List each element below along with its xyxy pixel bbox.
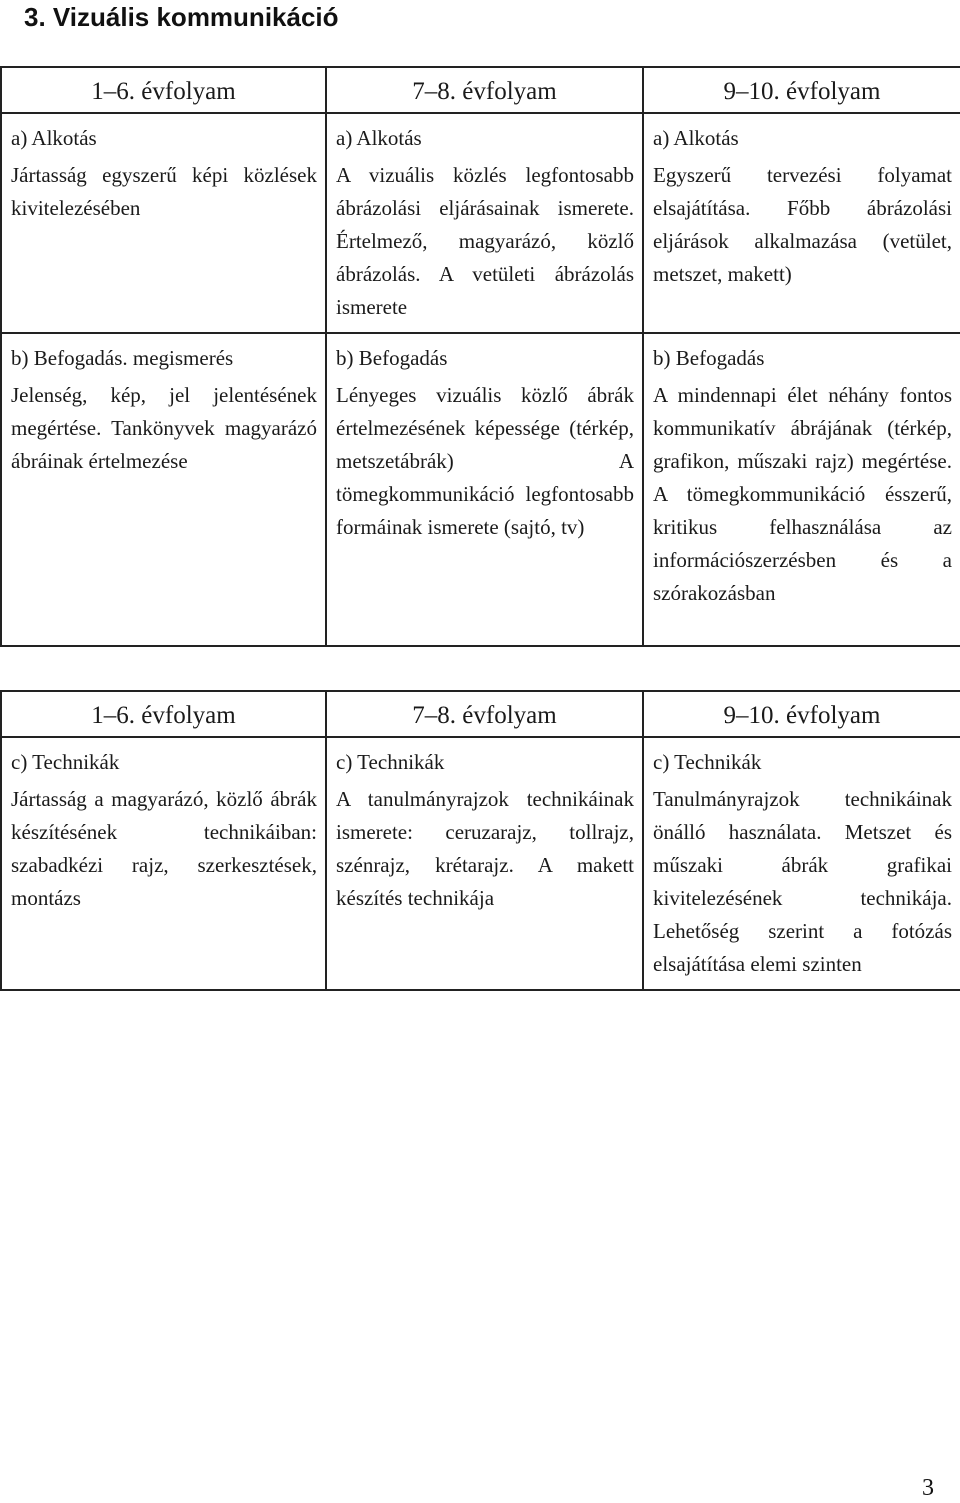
cell-heading: b) Befogadás. megismerés: [11, 346, 234, 370]
cell-technikak-7-8: [326, 737, 643, 990]
cell-heading: b) Befogadás: [653, 346, 765, 370]
grade-header-1-6: 1–6. évfolyam: [1, 67, 326, 113]
curriculum-table-2: [0, 690, 960, 991]
cell-technikak-9-10: [643, 737, 960, 990]
cell-text: Lényeges vizuális közlő ábrák értelmezésének képessége (térkép, metszetábrák) A tömegkommunikáció legfontosabb formáinak ismerete (sajtó, tv): [336, 383, 634, 539]
table-row: [1, 113, 960, 333]
table-row: [1, 333, 960, 646]
curriculum-table-1: [0, 66, 960, 647]
page-number: 3: [922, 1475, 934, 1501]
cell-alkotas-1-6: [1, 113, 326, 333]
cell-technikak-1-6: [1, 737, 326, 990]
cell-text: Tanulmányrajzok technikáinak önálló használata. Metszet és műszaki ábrák grafikai kivitelezésének technikája. Lehetőség szerint a fotózás elsajátítása elemi szinten: [653, 787, 952, 976]
cell-text: Jelenség, kép, jel jelentésének megértése. Tankönyvek magyarázó ábráinak értelmezése: [11, 383, 317, 473]
cell-alkotas-9-10: [643, 113, 960, 333]
cell-heading: a) Alkotás: [336, 126, 422, 150]
cell-text: A tanulmányrajzok technikáinak ismerete: ceruzarajz, tollrajz, szénrajz, krétarajz. A makett készítés technikája: [336, 787, 634, 910]
cell-heading: b) Befogadás: [336, 346, 448, 370]
grade-header-9-10: 9–10. évfolyam: [643, 691, 960, 737]
section-title: 3. Vizuális kommunikáció: [24, 2, 339, 32]
cell-text: A vizuális közlés legfontosabb ábrázolási eljárásainak ismerete. Értelmező, magyarázó, közlő ábrázolás. A vetületi ábrázolás ismerete: [336, 163, 634, 319]
cell-heading: c) Technikák: [11, 750, 120, 774]
grade-header-7-8: 7–8. évfolyam: [326, 67, 643, 113]
cell-heading: a) Alkotás: [11, 126, 97, 150]
cell-text: Jártasság egyszerű képi közlések kivitelezésében: [11, 163, 317, 220]
grade-header-7-8: 7–8. évfolyam: [326, 691, 643, 737]
table-row: [1, 737, 960, 990]
cell-alkotas-7-8: [326, 113, 643, 333]
cell-befogadas-7-8: [326, 333, 643, 646]
header-row: [1, 691, 960, 737]
cell-text: A mindennapi élet néhány fontos kommunikatív ábrájának (térkép, grafikon, műszaki rajz) megértése. A tömegkommunikáció ésszerű, kritikus felhasználása az információszerzésben és a szórakozásban: [653, 383, 952, 605]
cell-heading: c) Technikák: [336, 750, 445, 774]
cell-heading: c) Technikák: [653, 750, 762, 774]
cell-text: Jártasság a magyarázó, közlő ábrák készítésének technikáiban: szabadkézi rajz, szerkesztések, montázs: [11, 787, 317, 910]
grade-header-1-6: 1–6. évfolyam: [1, 691, 326, 737]
grade-header-9-10: 9–10. évfolyam: [643, 67, 960, 113]
cell-heading: a) Alkotás: [653, 126, 739, 150]
header-row: [1, 67, 960, 113]
cell-befogadas-9-10: [643, 333, 960, 646]
cell-befogadas-1-6: [1, 333, 326, 646]
cell-text: Egyszerű tervezési folyamat elsajátítása. Főbb ábrázolási eljárások alkalmazása (vetület, metszet, makett): [653, 163, 952, 286]
